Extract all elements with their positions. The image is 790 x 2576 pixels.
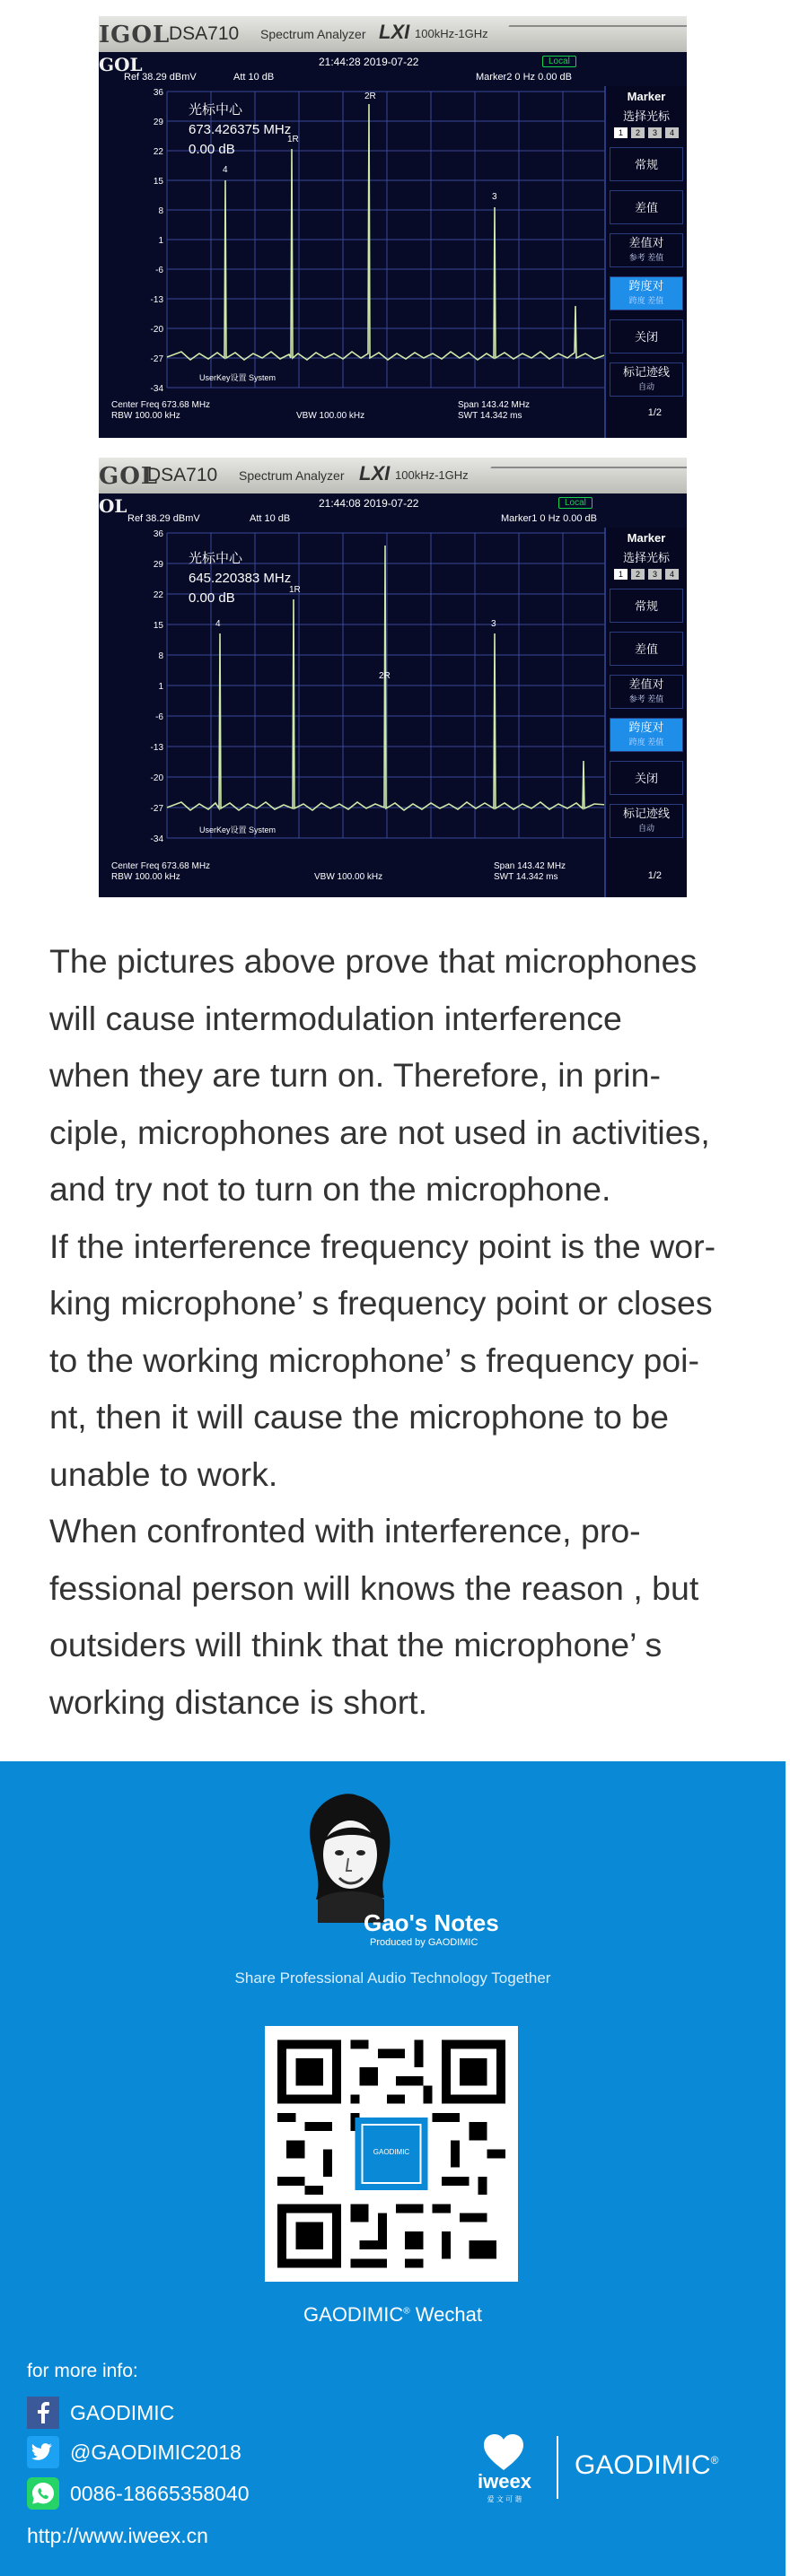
softkey-select-marker[interactable]: 选择光标 [622,551,670,564]
softkey-label: 跨度对 [628,720,664,734]
lxi-logo: LXI [379,21,410,43]
attenuation: Att 10 dB [250,513,291,524]
article-body [49,933,768,1731]
softkey-normal[interactable]: 常规 [610,147,683,181]
bottom-left-readout [111,861,210,883]
center-freq: Center Freq 673.68 MHz [111,861,211,871]
analyzer-screen [99,493,687,897]
softkey-span-pair[interactable] [610,718,683,752]
instrument-bezel [99,16,687,52]
instrument-model: DSA710 [147,465,218,485]
wechat-brand: GAODIMIC [303,2303,404,2326]
marker-label: 2R [379,671,391,681]
vbw: VBW 100.00 kHz [296,411,365,421]
registered-mark: ® [710,2454,719,2467]
instrument-subtitle: Spectrum Analyzer [239,468,345,483]
marker-number-selector [606,569,687,580]
analyzer-screen [99,52,687,438]
facebook-handle: GAODIMIC [70,2400,175,2424]
bezel-edge [478,467,687,490]
article-line: king microphone’ s frequency point or closes [49,1284,713,1322]
instrument-range: 100kHz-1GHz [415,27,488,40]
rbw: RBW 100.00 kHz [111,411,180,421]
marker-readout: Marker1 0 Hz 0.00 dB [501,513,597,524]
softkey-marker-trace[interactable] [610,804,683,838]
instrument-model: DSA710 [169,23,240,44]
softkey-panel-title: Marker [627,90,666,103]
wechat-suffix: Wechat [415,2303,482,2326]
userkey-label: UserKey设置 System [199,825,276,834]
bottom-left-readout [111,400,210,422]
phone-number: 0086-18665358040 [70,2481,250,2505]
tagline: Share Professional Audio Technology Together [234,1969,551,1987]
marker-label: 1R [289,585,301,595]
twitter-icon [27,2436,59,2468]
bottom-right-readout [494,861,566,883]
center-freq: Center Freq 673.68 MHz [111,400,211,410]
softkey-span-pair[interactable] [610,276,683,310]
article-line: fessional person will knows the reason , but [49,1568,699,1607]
twitter-link[interactable] [27,2436,241,2468]
y-tick-label: 29 [153,560,163,570]
instrument-brand: IGOL [99,22,171,48]
marker-label: 2R [364,92,376,101]
y-tick-label: 8 [158,651,163,661]
article-line: When confronted with interference, pro- [49,1512,641,1550]
spectrum-plot [136,86,612,418]
facebook-link[interactable] [27,2397,174,2429]
span: Span 143.42 MHz [494,861,566,871]
article-line: will cause intermodulation interference [49,999,622,1037]
softkey-sub: 自动 [637,382,654,391]
marker-pill[interactable]: 3 [648,127,662,138]
y-tick-label: -6 [155,266,163,275]
brand-divider [557,2436,558,2499]
iweex-wordmark: iweex [478,2470,531,2493]
article-line: to the working microphone’ s frequency poi- [49,1340,699,1379]
span: Span 143.42 MHz [458,400,531,410]
lxi-logo: LXI [359,462,391,485]
article-line: If the interference frequency point is the wor- [49,1227,716,1265]
marker-info-label: 光标中心 [189,551,243,566]
more-info-label: for more info: [27,2361,138,2381]
y-tick-label: 15 [153,177,163,187]
softkey-delta-pair[interactable] [610,675,683,709]
gaodimic-name: GAODIMIC [575,2450,711,2480]
spectrum-analyzer-photo-2 [99,458,687,897]
bottom-right-readout [458,400,530,422]
swt: SWT 14.342 ms [458,411,522,421]
y-tick-label: -34 [150,384,163,394]
screen-logo: GOL [99,54,143,75]
article-line: outsiders will think that the microphone’ s [49,1626,663,1663]
phone-contact[interactable] [27,2477,250,2510]
marker-label: 3 [491,619,496,629]
ref-level: Ref 38.29 dBmV [124,72,197,83]
softkey-sub: 自动 [637,824,654,833]
softkey-sub: 参考 差值 [628,694,664,703]
softkey-sub: 参考 差值 [628,253,664,262]
article-line: when they are turn on. Therefore, in prin- [49,1056,661,1094]
y-tick-label: -27 [150,804,163,814]
local-badge: Local [558,497,592,509]
article-line: nt, then it will cause the microphone to be [49,1398,669,1436]
y-tick-label: -34 [150,834,163,844]
userkey-label: UserKey设置 System [199,373,276,382]
vbw: VBW 100.00 kHz [314,872,383,882]
y-tick-label: -13 [150,295,163,305]
marker-info-freq: 645.220383 MHz [189,571,292,586]
bezel-edge [496,25,687,48]
article-line: and try not to turn on the microphone. [49,1170,611,1208]
instrument-subtitle: Spectrum Analyzer [260,27,366,41]
instrument-bezel [99,458,687,493]
gaodimic-wordmark [575,2450,719,2481]
softkey-label: 标记迹线 [622,807,670,820]
footer-banner [0,1761,786,2576]
softkey-delta-pair[interactable] [610,233,683,267]
softkey-off[interactable]: 关闭 [610,319,683,354]
article-line: working distance is short. [49,1682,428,1721]
softkey-label: 差值对 [628,677,664,691]
y-tick-label: 1 [158,236,163,246]
author-portrait-icon [294,1788,400,1923]
marker-pill[interactable]: 3 [648,569,662,580]
softkey-delta[interactable]: 差值 [610,632,683,666]
marker-info-db: 0.00 dB [189,142,235,157]
twitter-handle: @GAODIMIC2018 [70,2440,241,2464]
softkey-panel-title: Marker [627,531,666,545]
marker-info-freq: 673.426375 MHz [189,122,292,137]
marker-label: 1R [287,135,299,144]
marker-label: 3 [492,192,497,202]
local-badge: Local [542,56,576,67]
y-tick-label: 22 [153,590,163,600]
marker-pill[interactable]: 4 [665,569,679,580]
page-indicator: 1/2 [647,407,662,418]
y-tick-label: -20 [150,325,163,335]
marker-pill[interactable]: 2 [631,127,645,138]
screen-datetime: 21:44:08 2019-07-22 [319,497,419,510]
wechat-qr-code[interactable] [265,2026,518,2282]
wechat-caption [0,2303,786,2327]
instrument-brand: GOL [99,463,159,490]
y-tick-label: -20 [150,773,163,783]
softkey-delta[interactable]: 差值 [610,190,683,224]
y-tick-label: -6 [155,712,163,722]
marker-info-box [189,549,291,608]
marker-number-selector [606,127,687,138]
marker-softkey-panel [604,528,687,897]
rbw: RBW 100.00 kHz [111,872,180,882]
column-title: Gao's Notes [364,1909,499,1936]
softkey-label: 跨度对 [628,279,664,293]
y-tick-label: 29 [153,118,163,127]
softkey-off[interactable]: 关闭 [610,761,683,795]
y-tick-label: 1 [158,682,163,692]
softkey-label: 差值对 [628,236,664,249]
page-indicator: 1/2 [647,870,662,881]
marker-info-label: 光标中心 [189,102,243,118]
marker-pill[interactable]: 1 [614,127,628,138]
softkey-sub: 跨度 差值 [628,738,664,747]
marker-pill[interactable]: 1 [614,569,628,580]
facebook-icon [27,2397,59,2429]
whatsapp-icon [27,2477,59,2510]
article-line: ciple, microphones are not used in activities, [49,1113,710,1151]
softkey-marker-trace[interactable] [610,362,683,397]
marker-readout: Marker2 0 Hz 0.00 dB [476,72,572,83]
iweex-chinese: 爱 文 可 谐 [487,2495,522,2503]
qr-center-logo: GAODIMIC [373,2148,410,2156]
marker-pill[interactable]: 4 [665,127,679,138]
marker-pill[interactable]: 2 [631,569,645,580]
y-tick-label: 8 [158,206,163,216]
y-tick-label: 15 [153,621,163,631]
spectrum-plot [136,528,612,878]
y-tick-label: -27 [150,354,163,364]
y-tick-label: -13 [150,743,163,753]
swt: SWT 14.342 ms [494,872,558,882]
y-tick-label: 22 [153,147,163,157]
instrument-range: 100kHz-1GHz [395,468,469,482]
produced-by: Produced by GAODIMIC [370,1937,478,1948]
softkey-normal[interactable]: 常规 [610,589,683,623]
marker-label: 4 [223,165,228,175]
article-line: unable to work. [49,1454,278,1493]
website-link[interactable]: http://www.iweex.cn [27,2524,208,2547]
marker-label: 4 [215,619,221,629]
marker-info-db: 0.00 dB [189,590,235,606]
softkey-label: 标记迹线 [622,365,670,379]
y-tick-label: 36 [153,88,163,98]
screen-datetime: 21:44:28 2019-07-22 [319,56,419,68]
screen-logo: OL [99,495,127,517]
article-line: The pictures above prove that microphones [49,942,698,980]
spectrum-analyzer-photo-1 [99,16,687,438]
ref-level: Ref 38.29 dBmV [127,513,200,524]
y-tick-label: 36 [153,529,163,539]
attenuation: Att 10 dB [233,72,275,83]
softkey-select-marker[interactable]: 选择光标 [622,109,670,123]
marker-softkey-panel [604,86,687,438]
marker-info-box [189,100,291,160]
registered-mark: ® [403,2306,410,2317]
softkey-sub: 跨度 差值 [628,296,664,305]
